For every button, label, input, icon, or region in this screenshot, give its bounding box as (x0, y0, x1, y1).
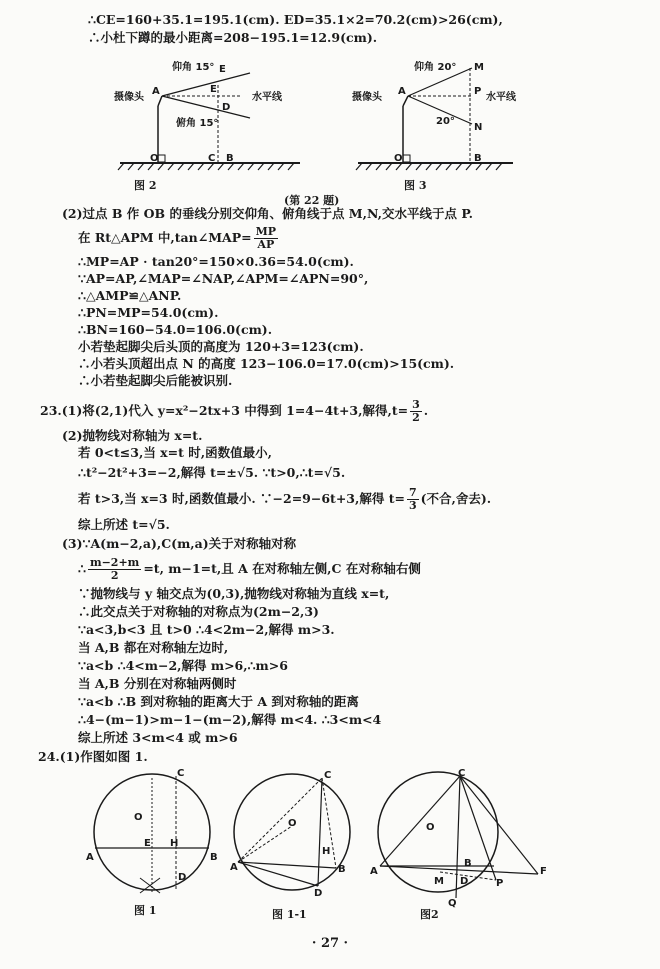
fraction-den: 2 (412, 411, 420, 424)
label-e: E (210, 84, 217, 95)
depression-line (162, 96, 250, 118)
fig24-1-caption: 图 1 (134, 904, 157, 917)
text-line-14: ∴t²−2t²+3=−2,解得 t=±√5. ∵t>0,∴t=√5. (78, 465, 346, 480)
label-b: B (226, 153, 234, 164)
arm (158, 96, 162, 106)
right-angle-mark (403, 155, 410, 162)
line-cd (318, 778, 322, 886)
fraction-num: m−2+m (89, 556, 140, 569)
text-line-22: 当 A,B 分别在对称轴两侧时 (78, 676, 237, 691)
fraction-num: 3 (412, 398, 420, 411)
line-ac (380, 776, 460, 866)
fraction-den: 3 (408, 499, 417, 512)
text-line-23-3: ∴ $\frac{m-2+m}{2}$ =t, m−1=t,且 A 在对称轴左侧,C 在对称轴右侧 (78, 556, 421, 582)
label-b: B (474, 153, 482, 164)
q23-text: 23.(1)将(2,1)代入 y=x²−2tx+3 中得到 1=4−4t+3,解得,t= (40, 403, 409, 418)
text-line-17: ∵抛物线与 y 轴交点为(0,3),抛物线对称轴为直线 x=t, (78, 586, 390, 601)
label-a: A (230, 862, 238, 873)
text-line-12: (2)抛物线对称轴为 x=t. (62, 428, 203, 443)
label-m: M (474, 62, 484, 73)
text-line-1: ∴CE=160+35.1=195.1(cm). ED=35.1×2=70.2(cm)>26(cm), (88, 12, 503, 27)
label-n: N (474, 122, 483, 133)
label-b: B (338, 864, 346, 875)
fraction-m (88, 557, 141, 582)
text-line-11: ∴小若垫起脚尖后能被识别. (78, 373, 233, 388)
fraction-den: 2 (110, 569, 119, 582)
fig24-1-1-caption: 图 1-1 (272, 908, 307, 921)
label-p: P (496, 878, 504, 889)
text-line-7: ∴PN=MP=54.0(cm). (78, 305, 219, 320)
text-line-4: ∴MP=AP · tan20°=150×0.36=54.0(cm). (78, 254, 354, 269)
label-e-top: E (219, 64, 226, 75)
label-h: H (322, 846, 331, 857)
text-line-23-1: 23.(1)将(2,1)代入 y=x²−2tx+3 中得到 1=4−4t+3,解得,t= $\frac{3}{2}$ . (40, 398, 429, 424)
elevation-line (162, 73, 250, 96)
text-line-18: ∴此交点关于对称轴的对称点为(2m−2,3) (78, 604, 319, 619)
circle (234, 774, 350, 890)
label-q: Q (448, 898, 457, 908)
label-c: C (208, 153, 216, 164)
label-a: A (370, 866, 378, 877)
text-line-6: ∴△AMP≌△ANP. (78, 288, 182, 303)
q23-sym-text: =t, m−1=t,且 A 在对称轴左侧,C 在对称轴右侧 (143, 561, 421, 576)
label-d: D (222, 102, 231, 113)
label-c: C (324, 770, 332, 781)
label-o: O (134, 812, 143, 823)
label-p: P (474, 86, 482, 97)
text-line-13: 若 0<t≤3,当 x=t 时,函数值最小, (78, 445, 272, 460)
q23-case-post: (不合,舍去). (420, 491, 492, 506)
label-m: M (434, 876, 444, 887)
right-angle-mark (158, 155, 165, 162)
label-d: D (178, 872, 187, 883)
fraction-num: 7 (408, 486, 417, 499)
label-c: C (458, 768, 466, 779)
text-line-26: 24.(1)作图如图 1. (38, 749, 148, 764)
ground-hatch (356, 163, 502, 170)
text-line-rt (78, 226, 280, 251)
horizon-label: 水平线 (486, 92, 516, 103)
figure-22-2 (110, 58, 320, 188)
label-a: A (86, 852, 94, 863)
text-line-24: ∴4−(m−1)>m−1−(m−2),解得 m<4. ∴3<m<4 (78, 712, 382, 727)
label-e: E (144, 838, 151, 849)
text-line-23-2 (78, 487, 491, 512)
angle-20-label: 20° (436, 116, 455, 127)
fig2-caption: 图 2 (134, 179, 157, 192)
figure-22-3 (348, 58, 548, 188)
text-line-25: 综上所述 3<m<4 或 m>6 (78, 730, 238, 745)
label-a: A (152, 86, 160, 97)
label-b: B (464, 858, 472, 869)
camera-label: 摄像头 (114, 92, 144, 103)
label-h: H (170, 838, 179, 849)
text-line-10: ∴小若头顶超出点 N 的高度 123−106.0=17.0(cm)>15(cm). (78, 356, 455, 371)
label-a: A (398, 86, 406, 97)
text-line-2: ∴小杜下蹲的最小距离=208−195.1=12.9(cm). (88, 30, 378, 45)
label-o: O (394, 153, 403, 164)
line-cf (460, 776, 538, 874)
fraction-num: MP (255, 225, 277, 238)
arm (403, 96, 408, 106)
label-o: O (426, 822, 435, 833)
label-d: D (314, 888, 323, 898)
elevation-label: 仰角 20° (414, 62, 457, 73)
figure-24-2 (368, 768, 568, 908)
fig24-2-caption: 图2 (420, 908, 439, 921)
text-line-5: ∵AP=AP,∠MAP=∠NAP,∠APM=∠APN=90°, (78, 271, 369, 286)
page-number: · 27 · (311, 936, 349, 951)
label-d: D (460, 876, 469, 887)
ground-hatch (118, 163, 294, 170)
text-line-21: ∵a<b ∴4<m−2,解得 m>6,∴m>6 (78, 658, 288, 673)
fig3-caption: 图 3 (404, 179, 427, 192)
fraction-den: AP (257, 238, 275, 251)
fraction-3-2 (410, 399, 422, 424)
text-line-8: ∴BN=160−54.0=106.0(cm). (78, 322, 273, 337)
horizon-label: 水平线 (252, 92, 282, 103)
text-line-16: (3)∵A(m−2,a),C(m,a)关于对称轴对称 (62, 536, 297, 551)
label-f: F (540, 866, 547, 877)
camera-label: 摄像头 (352, 92, 382, 103)
chord-ab (238, 862, 336, 868)
text-line-9: 小若垫起脚尖后头顶的高度为 120+3=123(cm). (78, 339, 364, 354)
text-line-23: ∵a<b ∴B 到对称轴的距离大于 A 到对称轴的距离 (78, 694, 359, 709)
label-b: B (210, 852, 218, 863)
text-line-3: (2)过点 B 作 OB 的垂线分别交仰角、俯角线于点 M,N,交水平线于点 P. (62, 206, 474, 221)
text-line-19: ∵a<3,b<3 且 t>0 ∴4<2m−2,解得 m>3. (78, 622, 335, 637)
figure-24-1 (82, 768, 222, 898)
label-c: C (177, 768, 185, 779)
q23-case-text: 若 t>3,当 x=3 时,函数值最小. ∵−2=9−6t+3,解得 t= (78, 491, 405, 506)
text-line-15: 综上所述 t=√5. (78, 517, 170, 532)
line-af (380, 866, 538, 874)
label-o: O (288, 818, 297, 829)
fraction-mp-ap (254, 226, 278, 251)
text-line-20: 当 A,B 都在对称轴左边时, (78, 640, 229, 655)
depression-label: 俯角 15° (176, 118, 219, 129)
elevation-label: 仰角 15° (172, 62, 215, 73)
label-o: O (150, 153, 159, 164)
question-22-caption: (第 22 题) (284, 194, 340, 207)
figure-24-1-1 (228, 768, 358, 898)
line-ao (238, 826, 292, 862)
fraction-7-3 (407, 487, 419, 512)
rt-text: 在 Rt△APM 中,tan∠MAP= (78, 230, 252, 245)
